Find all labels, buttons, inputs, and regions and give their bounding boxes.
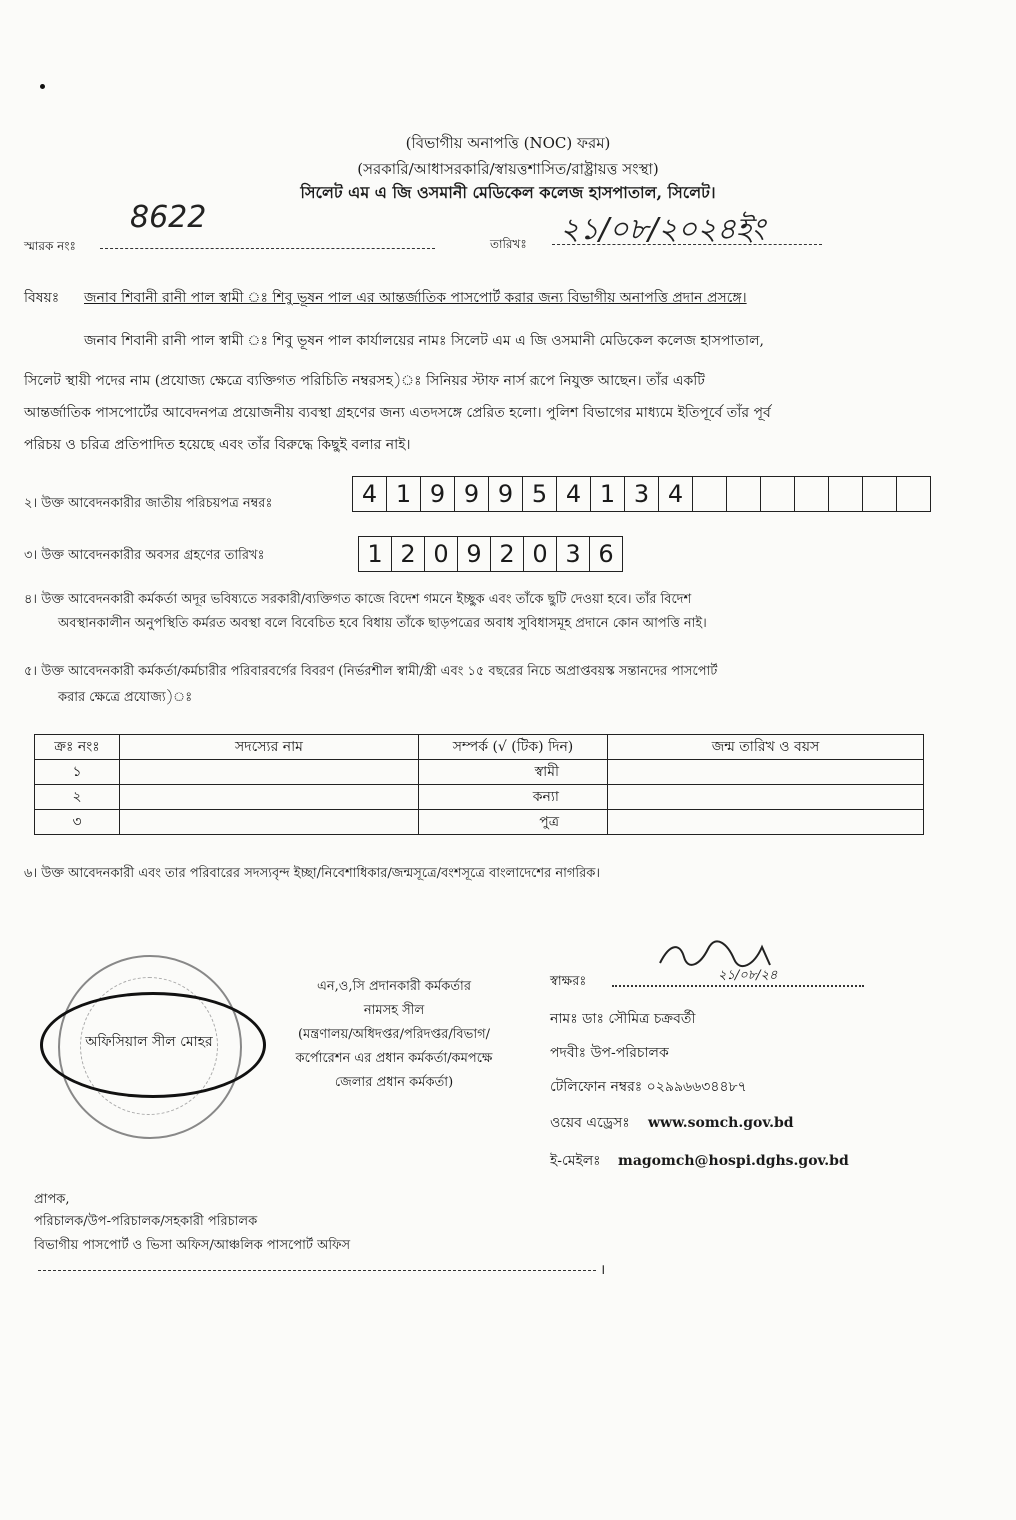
signer-designation: পদবীঃ উপ-পরিচালক xyxy=(550,1045,669,1061)
retirement-digit-box: 2 xyxy=(491,537,524,571)
web-label: ওয়েব এড্রেসঃ xyxy=(550,1115,630,1131)
col-serial: ক্রঃ নংঃ xyxy=(35,735,120,760)
item4-line-1: ৪। উক্ত আবেদনকারী কর্মকর্তা অদূর ভবিষ্যতে সরকারী/ব্যক্তিগত কাজে বিদেশ গমনে ইচ্ছুক এবং তাঁকে ছুটি দেওয়া হবে। তাঁর বিদেশ xyxy=(24,592,692,607)
nid-digit-box xyxy=(693,477,727,511)
stray-dot xyxy=(40,84,45,89)
item4-line-2: অবস্থানকালীন অনুপস্থিতি কর্মরত অবস্থা বলে বিবেচিত হবে বিধায় তাঁকে ছাড়পত্রের অবাধ সুবিধাসমূহ প্রদানে কোন আপত্তি নাই। xyxy=(58,616,707,631)
paragraph-line-3: আন্তর্জাতিক পাসপোর্টের আবেদনপত্র প্রয়োজনীয় ব্যবস্থা গ্রহণের জন্য এতদসঙ্গে প্রেরিত হলো। পুলিশ বিভাগের মাধ্যমে ইতিপূর্বে তাঁর পূর্ব xyxy=(24,405,771,421)
nid-digit-box xyxy=(897,477,930,511)
row-name xyxy=(120,760,419,785)
nid-digit-box: 9 xyxy=(421,477,455,511)
nid-digit-box: 3 xyxy=(625,477,659,511)
memo-label: স্মারক নংঃ xyxy=(24,239,76,253)
nid-digit-box xyxy=(795,477,829,511)
noc-authority-line: এন,ও,সি প্রদানকারী কর্মকর্তার xyxy=(317,979,471,994)
item6-citizenship: ৬। উক্ত আবেদনকারী এবং তার পরিবারের সদস্যবৃন্দ ইচ্ছা/নিবেশাধিকার/জন্মসূত্রে/বংশসূত্রে বাংলাদেশের নাগরিক। xyxy=(24,866,601,881)
official-seal-label: অফিসিয়াল সীল মোহর xyxy=(85,1034,213,1050)
date-dotted-line xyxy=(552,244,822,245)
row-dob xyxy=(608,810,924,835)
recipient-line-1: পরিচালক/উপ-পরিচালক/সহকারী পরিচালক xyxy=(34,1214,258,1229)
row-name xyxy=(120,785,419,810)
row-serial: ১ xyxy=(35,760,120,785)
retirement-digit-box: 0 xyxy=(524,537,557,571)
retirement-digit-box: 0 xyxy=(425,537,458,571)
row-name xyxy=(120,810,419,835)
noc-authority-line: নামসহ সীল xyxy=(363,1003,425,1018)
memo-number-handwritten: 8622 xyxy=(130,200,207,235)
nid-digit-box: 9 xyxy=(489,477,523,511)
memo-dotted-line xyxy=(100,248,435,249)
nid-digit-box: 4 xyxy=(353,477,387,511)
item5-line-1: ৫। উক্ত আবেদনকারী কর্মকর্তা/কর্মচারীর পরিবারবর্গের বিবরণ (নির্ভরশীল স্বামী/স্ত্রী এবং ১৫ বছরের নিচে অপ্রাপ্তবয়স্ক সন্তানদের পাসপোর্ট xyxy=(24,664,718,679)
nid-digit-box xyxy=(727,477,761,511)
institution-name: সিলেট এম এ জি ওসমানী মেডিকেল কলেজ হাসপাতাল, সিলেট। xyxy=(300,183,716,202)
email-label: ই-মেইলঃ xyxy=(550,1153,601,1169)
noc-authority-line: কর্পোরেশন এর প্রধান কর্মকর্তা/কমপক্ষে xyxy=(295,1051,493,1066)
row-relation: স্বামী xyxy=(419,760,608,785)
paragraph-line-1: জনাব শিবানী রানী পাল স্বামী ঃ শিবু ভূষন পাল কার্যালয়ের নামঃ সিলেট এম এ জি ওসমানী মেডিকেল কলেজ হাসপাতাল, xyxy=(84,333,764,349)
nid-digit-box xyxy=(829,477,863,511)
col-member-name: সদস্যের নাম xyxy=(120,735,419,760)
paragraph-line-2: সিলেট স্থায়ী পদের নাম (প্রযোজ্য ক্ষেত্রে ব্যক্তিগত পরিচিতি নম্বরসহ)ঃ সিনিয়র স্টাফ নার্স রূপে নিযুক্ত আছেন। তাঁর একটি xyxy=(24,373,705,389)
signature-label: স্বাক্ষরঃ xyxy=(550,974,587,989)
row-dob xyxy=(608,785,924,810)
nid-label: ২। উক্ত আবেদনকারীর জাতীয় পরিচয়পত্র নম্বরঃ xyxy=(24,496,273,511)
row-serial: ৩ xyxy=(35,810,120,835)
row-relation: কন্যা xyxy=(419,785,608,810)
signer-name: নামঃ ডাঃ সৌমিত্র চক্রবর্তী xyxy=(550,1011,696,1027)
nid-digit-box: 4 xyxy=(659,477,693,511)
retirement-label: ৩। উক্ত আবেদনকারীর অবসর গ্রহণের তারিখঃ xyxy=(24,548,265,563)
nid-digit-box: 1 xyxy=(387,477,421,511)
row-dob xyxy=(608,760,924,785)
paragraph-line-4: পরিচয় ও চরিত্র প্রতিপাদিত হয়েছে এবং তাঁর বিরুদ্ধে কিছুই বলার নাই। xyxy=(24,437,411,453)
retirement-digit-box: 3 xyxy=(557,537,590,571)
item5-line-2: করার ক্ষেত্রে প্রযোজ্য)ঃ xyxy=(58,690,193,705)
nid-digit-box xyxy=(761,477,795,511)
signature-date: ২১/০৮/২৪ xyxy=(718,968,778,983)
form-title: (বিভাগীয় অনাপত্তি (NOC) ফরম) xyxy=(405,134,611,152)
noc-authority-block xyxy=(264,975,524,1095)
signer-phone: টেলিফোন নম্বরঃ ০২৯৯৬৬৩৪৪৮৭ xyxy=(550,1079,747,1095)
row-relation: পুত্র xyxy=(419,810,608,835)
nid-digit-box xyxy=(863,477,897,511)
recipient-label: প্রাপক, xyxy=(34,1192,70,1207)
family-table-header xyxy=(35,735,924,760)
email-address: magomch@hospi.dghs.gov.bd xyxy=(618,1153,849,1169)
retirement-digit-box: 2 xyxy=(392,537,425,571)
retirement-digit-box: 9 xyxy=(458,537,491,571)
nid-digit-box: 4 xyxy=(557,477,591,511)
nid-digit-box: 9 xyxy=(455,477,489,511)
family-table xyxy=(34,734,924,835)
date-label: তারিখঃ xyxy=(490,237,527,251)
nid-digit-box: 5 xyxy=(523,477,557,511)
table-row xyxy=(35,810,924,835)
nid-digit-boxes xyxy=(352,476,931,512)
recipient-dotted-line xyxy=(38,1270,596,1271)
subject-text: জনাব শিবানী রানী পাল স্বামী ঃ শিবু ভূষন পাল এর আন্তর্জাতিক পাসপোর্ট করার জন্য বিভাগীয় অনাপত্তি প্রদান প্রসঙ্গে। xyxy=(84,290,747,306)
row-serial: ২ xyxy=(35,785,120,810)
col-relation: সম্পর্ক (√ (টিক) দিন) xyxy=(419,735,608,760)
retirement-digit-box: 1 xyxy=(359,537,392,571)
retirement-date-boxes xyxy=(358,536,623,572)
table-row xyxy=(35,785,924,810)
subject-label: বিষয়ঃ xyxy=(24,290,60,306)
recipient-end-mark: । xyxy=(600,1262,606,1278)
nid-digit-box: 1 xyxy=(591,477,625,511)
col-dob-age: জন্ম তারিখ ও বয়স xyxy=(608,735,924,760)
noc-authority-line: জেলার প্রধান কর্মকর্তা) xyxy=(334,1075,454,1090)
noc-authority-line: (মন্ত্রণালয়/অধিদপ্তর/পরিদপ্তর/বিভাগ/ xyxy=(297,1027,491,1042)
form-subtitle: (সরকারি/আধাসরকারি/স্বায়ত্তশাসিত/রাষ্ট্রায়ত্ত সংস্থা) xyxy=(357,160,659,178)
recipient-line-2: বিভাগীয় পাসপোর্ট ও ভিসা অফিস/আঞ্চলিক পাসপোর্ট অফিস xyxy=(34,1238,351,1253)
web-address: www.somch.gov.bd xyxy=(648,1115,794,1131)
table-row xyxy=(35,760,924,785)
retirement-digit-box: 6 xyxy=(598,540,614,568)
date-handwritten: ২১/০৮/২০২৪ইং xyxy=(560,212,765,247)
